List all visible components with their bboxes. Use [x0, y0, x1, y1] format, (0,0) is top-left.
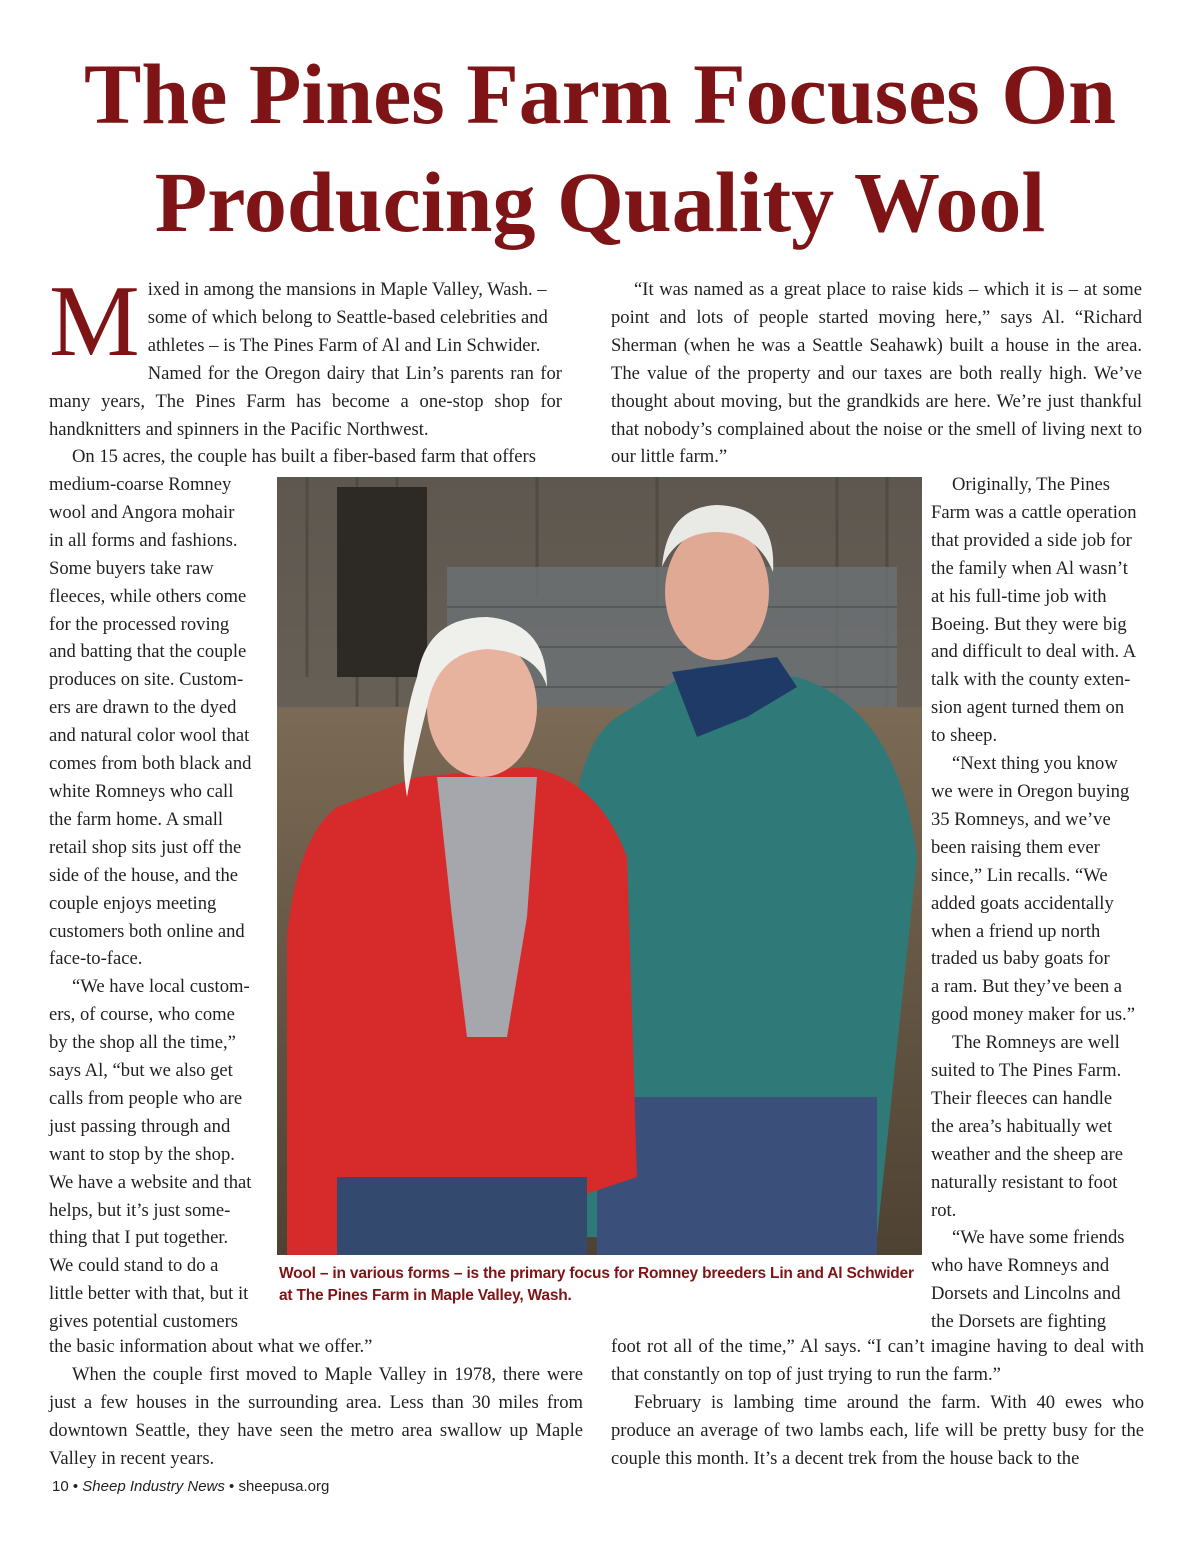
- text-line: we were in Oregon buying: [931, 780, 1130, 802]
- intro-rest: Named for the Oregon dairy that Lin’s parents ran for many years, The Pines Farm has become a one-stop shop for handknitters and spinners in the Pacific Northwest.: [49, 362, 562, 440]
- text-line: Farm was a cattle operation: [931, 501, 1137, 523]
- title-line-2: Producing Quality Wool: [154, 154, 1046, 250]
- title-line-1: The Pines Farm Focuses On: [84, 46, 1116, 142]
- text-line: couple enjoys meeting: [49, 892, 217, 914]
- text-line: wool and Angora mohair: [49, 501, 235, 523]
- text-line: calls from people who are: [49, 1087, 243, 1109]
- text-line: and natural color wool that: [49, 725, 250, 747]
- text-line: want to stop by the shop.: [49, 1143, 235, 1165]
- para2-start: On 15 acres, the couple has built a fiber-based farm that offers: [72, 446, 536, 468]
- text-line: face-to-face.: [49, 948, 143, 970]
- text-line: little better with that, but it: [49, 1283, 249, 1305]
- paragraph-acres: [49, 443, 562, 471]
- paragraph-end: the basic information about what we offer.”: [49, 1336, 373, 1357]
- intro-line: ixed in among the mansions in Maple Valley, Wash. –: [147, 279, 547, 300]
- text-line: white Romneys who call: [49, 780, 234, 802]
- text-line: when a friend up north: [931, 920, 1101, 942]
- text-line: in all forms and fashions.: [49, 529, 238, 551]
- text-line: that provided a side job for: [931, 529, 1132, 551]
- text-line: Boeing. But they were big: [931, 613, 1127, 635]
- text-line: retail shop sits just off the: [49, 836, 242, 858]
- text-line: for the processed roving: [49, 613, 230, 635]
- paragraph-1978: When the couple first moved to Maple Valley in 1978, there were just a few houses in the surrounding area. Less than 30 miles from downtown Seattle, they have seen the metro area swallow up Maple Valley in recent years.: [49, 1363, 583, 1469]
- text-line: says Al, “but we also get: [49, 1060, 233, 1082]
- text-line: good money maker for us.”: [931, 1004, 1135, 1026]
- text-line: and batting that the couple: [49, 641, 247, 663]
- text-line: side of the house, and the: [49, 864, 238, 886]
- text-line: helps, but it’s just some-: [49, 1199, 231, 1221]
- text-line: and difficult to deal with. A: [931, 641, 1137, 663]
- left-column-top: [49, 265, 562, 471]
- paragraph-lambing: February is lambing time around the farm. With 40 ewes who produce an average of two lambs each, life will be pretty busy for the couple this month. It’s a decent trek from the house back to the: [611, 1391, 1144, 1469]
- text-line: sion agent turned them on: [931, 697, 1125, 719]
- text-line: We have a website and that: [49, 1171, 252, 1193]
- text-line: We could stand to do a: [49, 1255, 219, 1277]
- text-line: a ram. But they’ve been a: [931, 976, 1123, 998]
- drop-cap: M: [49, 265, 140, 378]
- text-line: the area’s habitually wet: [931, 1115, 1113, 1137]
- text-line: added goats accidentally: [931, 892, 1114, 914]
- intro-line: athletes – is The Pines Farm of Al and Lin Schwider.: [147, 334, 541, 356]
- publication-name: Sheep Industry News: [82, 1478, 225, 1495]
- text-line: customers both online and: [49, 920, 245, 942]
- paragraph-named: “It was named as a great place to raise kids – which it is – at some point and lots of people started moving here,” says Al. “Richard Sherman (when he was a Seattle Seahawk) built a house in the area. The value of the property and our taxes are both really high. We’ve thought about moving, but the grandkids are here. We’re just thankful that nobody’s complained about the noise or the smell of living next to our little farm.”: [611, 279, 1142, 468]
- text-line: just passing through and: [49, 1115, 231, 1137]
- text-line: at his full-time job with: [931, 585, 1107, 607]
- text-line: weather and the sheep are: [931, 1143, 1124, 1165]
- text-line: by the shop all the time,”: [49, 1032, 236, 1054]
- text-line: Dorsets and Lincolns and: [931, 1283, 1121, 1305]
- text-line: gives potential customers: [49, 1311, 238, 1333]
- text-line: suited to The Pines Farm.: [931, 1060, 1122, 1082]
- text-line: ers, of course, who come: [49, 1004, 235, 1026]
- text-line: 35 Romneys, and we’ve: [931, 808, 1111, 830]
- article-title: [30, 40, 1170, 256]
- page-number: 10: [52, 1478, 69, 1495]
- text-line: naturally resistant to foot: [931, 1171, 1118, 1193]
- text-line: Some buyers take raw: [49, 557, 214, 579]
- footer-website[interactable]: • sheepusa.org: [229, 1478, 330, 1495]
- text-line: produces on site. Custom-: [49, 669, 244, 691]
- text-line: fleeces, while others come: [49, 585, 247, 607]
- text-line: thing that I put together.: [49, 1227, 229, 1249]
- text-line: who have Romneys and: [931, 1255, 1110, 1277]
- text-line: the farm home. A small: [49, 808, 224, 830]
- text-line: medium-coarse Romney: [49, 474, 232, 495]
- text-line: talk with the county exten-: [931, 669, 1131, 691]
- text-line: The Romneys are well: [952, 1032, 1120, 1054]
- paragraph-foot-rot: foot rot all of the time,” Al says. “I can’t imagine having to deal with that constantly on top of just trying to run the farm.”: [611, 1336, 1144, 1385]
- text-line: the Dorsets are fighting: [931, 1311, 1107, 1333]
- intro-line: some of which belong to Seattle-based celebrities and: [147, 306, 548, 328]
- photo: [277, 477, 922, 1255]
- photo-caption: Wool – in various forms – is the primary focus for Romney breeders Lin and Al Schwider at The Pines Farm in Maple Valley, Wash.: [279, 1265, 914, 1304]
- right-column-narrow: [931, 471, 1153, 1336]
- right-column-bottom: [611, 1333, 1144, 1473]
- text-line: “Next thing you know: [952, 753, 1118, 775]
- text-line: since,” Lin recalls. “We: [931, 864, 1108, 886]
- text-line: ers are drawn to the dyed: [49, 697, 237, 719]
- left-column-bottom: [49, 1333, 583, 1473]
- footer-bullet: •: [72, 1478, 79, 1495]
- text-line: the family when Al wasn’t: [931, 557, 1128, 579]
- text-line: rot.: [931, 1199, 957, 1221]
- page-footer: [52, 1478, 329, 1495]
- text-line: Originally, The Pines: [952, 474, 1111, 495]
- text-line: comes from both black and: [49, 753, 252, 775]
- text-line: “We have local custom-: [72, 976, 250, 998]
- text-line: to sheep.: [931, 725, 998, 747]
- photo-couple-at-farm-icon: [277, 477, 922, 1255]
- right-column-top: [611, 276, 1142, 471]
- text-line: been raising them ever: [931, 836, 1100, 858]
- text-line: “We have some friends: [952, 1227, 1125, 1249]
- text-line: traded us baby goats for: [931, 948, 1110, 970]
- text-line: Their fleeces can handle: [931, 1087, 1113, 1109]
- left-column-narrow: [49, 471, 271, 1336]
